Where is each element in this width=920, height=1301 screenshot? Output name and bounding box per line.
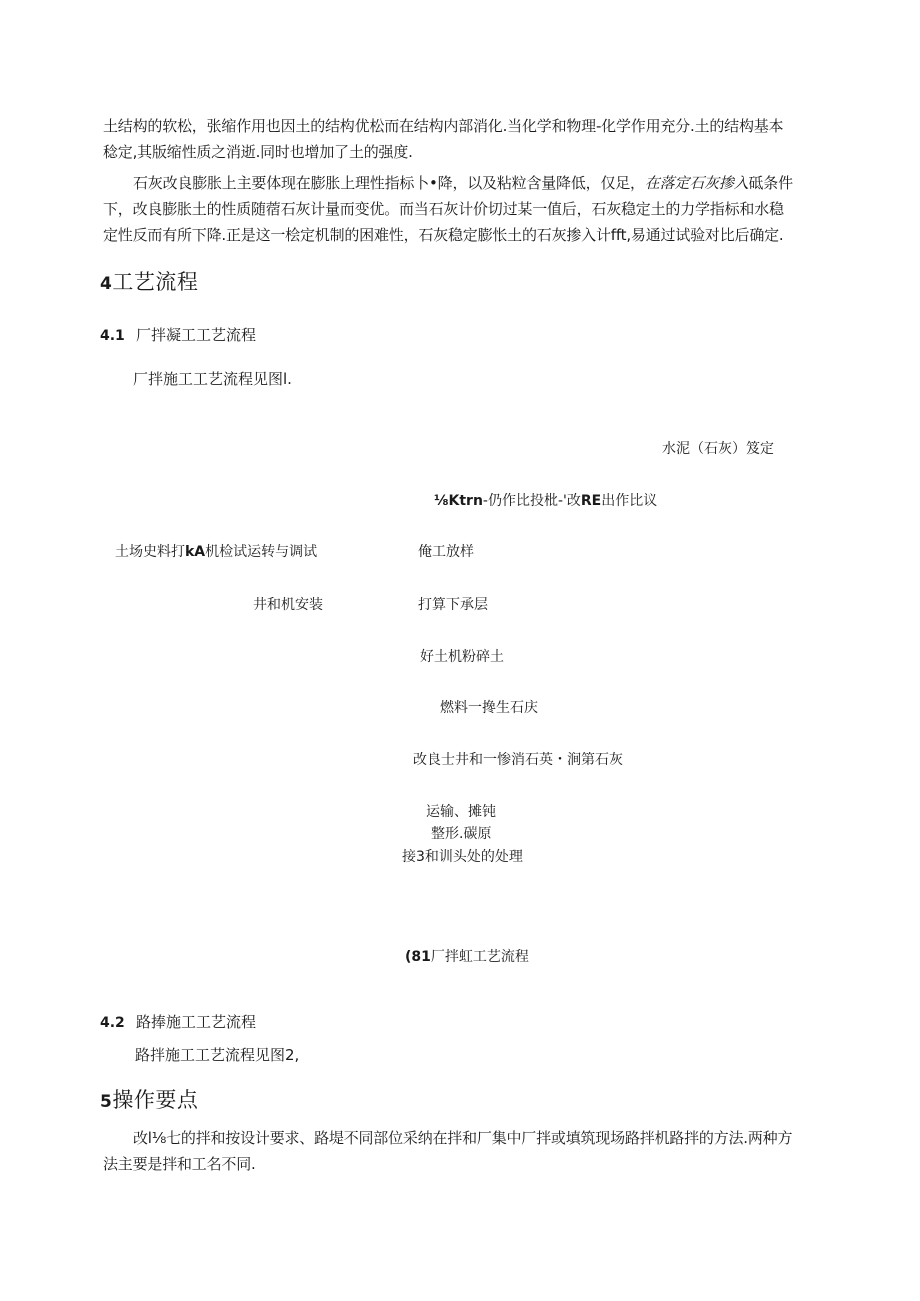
- figure-1-caption: [405, 946, 529, 966]
- text-line: 定性反而有所下降.正是这一桧定机制的困难性，石灰稳定膨怅土的石灰掺入计fft,易通过试验对比后确定.: [103, 226, 784, 244]
- text-segment: 出作比议: [601, 493, 658, 509]
- section-number: 5: [100, 1092, 113, 1112]
- flow-node-fuel-lime: 燃料一搀生石庆: [440, 700, 538, 716]
- section-title: 路捧施工工艺流程: [136, 1013, 257, 1031]
- text-segment: 机检试运转与调试: [205, 544, 318, 560]
- flow-node-mix-ratio: [434, 490, 657, 510]
- flow-node-shaping: 整形.碳原: [431, 826, 492, 842]
- flow-node-cement: 水泥（石灰）笈定: [662, 441, 774, 457]
- text-line: 稔定,其版缩性质之消逝.同时也增加了土的强度.: [103, 143, 413, 161]
- section-title: 厂拌凝工工艺流程: [136, 326, 257, 344]
- section-title: 操作要点: [112, 1088, 199, 1112]
- text-segment: (81: [405, 949, 431, 965]
- text-segment: 土场史料打: [115, 544, 185, 560]
- text-line: 土结构的软松，张缩作用也因土的结构优松而在结构内部消化.当化学和物理-化学作用充分.土的结构基本: [103, 117, 784, 135]
- section-title: 工艺流程: [112, 270, 199, 294]
- text-segment: kA: [185, 544, 206, 560]
- flow-node-transport: 运输、摊钝: [426, 804, 496, 820]
- text-line: 下，改良膨胀土的性质随蓿石灰计量而变优。而当石灰计价切过某一值后，石灰稳定土的力学指标和水稳: [103, 200, 784, 218]
- section-5-paragraph: [103, 1125, 818, 1177]
- flow-node-improved-soil-mixing: 改良士井和一惨消石英・涧第石灰: [413, 752, 623, 768]
- text-segment: 石灰改良膨胀上主要体现在膨胀上理性指标卜•降，以及粘粒含量降低，仅足，: [133, 174, 645, 192]
- intro-paragraph-1: [103, 113, 818, 165]
- flow-node-crush-soil: 好土机粉碎土: [420, 649, 504, 665]
- text-segment: -仍作比投枇-'改: [482, 493, 581, 509]
- flow-node-subbase: 打算下承层: [418, 597, 488, 613]
- flow-node-joint-treatment: 接3和训头处的处理: [402, 849, 523, 865]
- flow-node-mixer-install: 井和机安装: [253, 597, 323, 613]
- text-segment: 砥条件: [748, 174, 793, 192]
- text-line: [103, 170, 818, 196]
- text-segment: ⅛Ktrn: [434, 493, 483, 509]
- section-number: 4.1: [100, 328, 125, 344]
- italic-text-segment: 在落定石灰掺入: [644, 174, 749, 192]
- section-4-1-heading: [100, 324, 256, 345]
- text-line: 改l⅛七的拌和按设计要求、路堤不同部位采纳在拌和厂集中厂拌或填筑现场路拌机路拌的方法.两种方: [133, 1129, 793, 1147]
- intro-paragraph-2: [103, 170, 818, 248]
- figure-1-reference: 厂拌施工工艺流程见图l.: [133, 370, 292, 388]
- figure-2-reference: 路拌施工工艺流程见图2,: [135, 1046, 300, 1064]
- section-4-2-heading: [100, 1011, 256, 1032]
- text-segment: RE: [580, 493, 602, 509]
- section-number: 4: [100, 274, 113, 294]
- section-5-heading: [100, 1084, 198, 1114]
- flow-node-survey: 俺工放样: [418, 544, 474, 560]
- text-segment: 厂拌虹工艺流程: [430, 949, 529, 965]
- text-line: 法主要是拌和工名不同.: [103, 1155, 256, 1173]
- section-number: 4.2: [100, 1015, 125, 1031]
- section-4-heading: [100, 266, 198, 296]
- flow-node-soil-and-mixer-test: [115, 541, 317, 561]
